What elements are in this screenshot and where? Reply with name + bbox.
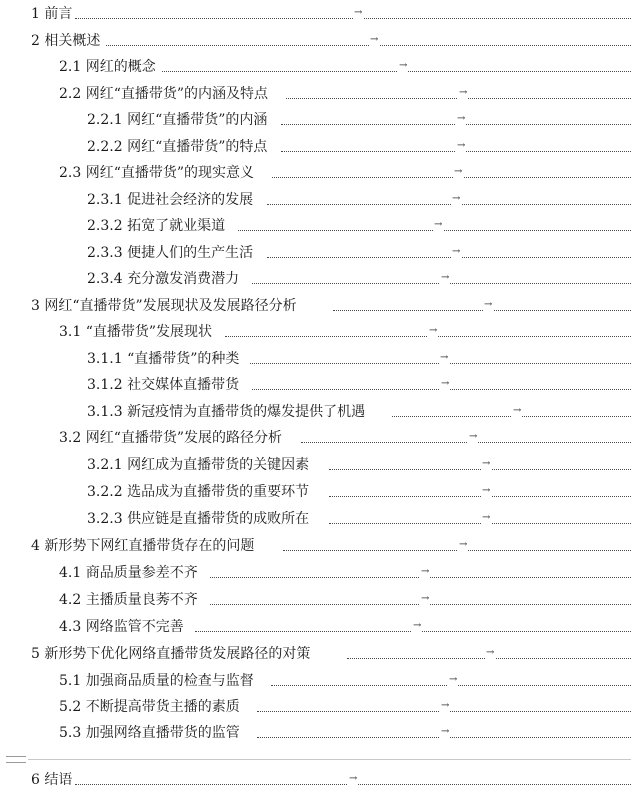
toc-entry-2-2-2[interactable] [0, 137, 633, 157]
tab-arrow-icon: → [370, 34, 379, 45]
toc-entry-label: 3.2 网红“直播带货”发展的路径分析 [59, 430, 283, 446]
toc-entry-label: 5.3 加强网络直播带货的监管 [59, 725, 240, 741]
toc-entry-6[interactable] [0, 770, 633, 790]
toc-entry-3-1-1[interactable] [0, 349, 633, 369]
toc-entry-label: 2.2 网红“直播带货”的内涵及特点 [59, 86, 269, 102]
tab-arrow-icon: → [459, 539, 468, 550]
toc-entry-5[interactable] [0, 644, 633, 664]
toc-entry-label: 2.2.2 网红“直播带货”的特点 [87, 139, 268, 155]
tab-arrow-icon: → [440, 352, 449, 363]
toc-entry-4-3[interactable] [0, 617, 633, 637]
tab-arrow-icon: → [441, 700, 450, 711]
dot-leader [267, 257, 631, 258]
tab-arrow-icon: → [399, 60, 408, 71]
toc-entry-2[interactable] [0, 31, 633, 51]
toc-entry-label: 2.3.3 便捷人们的生产生活 [87, 245, 254, 261]
tab-arrow-icon: → [429, 325, 438, 336]
tab-arrow-icon: → [452, 246, 461, 257]
toc-entry-1[interactable] [0, 4, 633, 24]
tab-arrow-icon: → [452, 193, 461, 204]
toc-entry-label: 6 结语 [31, 772, 73, 788]
tab-arrow-icon: → [486, 647, 495, 658]
tab-arrow-icon: → [457, 140, 466, 151]
toc-entry-label: 3.1.2 社交媒体直播带货 [87, 377, 240, 393]
toc-entry-3-2-1[interactable] [0, 455, 633, 475]
tab-arrow-icon: → [421, 566, 430, 577]
toc-entry-3-1-3[interactable] [0, 402, 633, 422]
toc-entry-4-2[interactable] [0, 590, 633, 610]
toc-entry-label: 4.2 主播质量良莠不齐 [59, 592, 198, 608]
dot-leader [267, 204, 631, 205]
toc-entry-label: 3.2.2 选品成为直播带货的重要环节 [87, 484, 310, 500]
tab-arrow-icon: → [449, 674, 458, 685]
tab-arrow-icon: → [421, 593, 430, 604]
tab-arrow-icon: → [457, 113, 466, 124]
dot-leader [162, 71, 631, 72]
dot-leader [329, 523, 631, 524]
tab-arrow-icon: → [482, 485, 491, 496]
toc-entry-label: 5.1 加强商品质量的检查与监督 [59, 673, 254, 689]
toc-entry-label: 4 新形势下网红直播带货存在的问题 [31, 538, 255, 554]
tab-arrow-icon: → [349, 773, 358, 784]
toc-entry-label: 3.2.1 网红成为直播带货的关键因素 [87, 457, 310, 473]
tab-arrow-icon: → [484, 299, 493, 310]
tab-arrow-icon: → [469, 431, 478, 442]
toc-entry-2-1[interactable] [0, 57, 633, 77]
toc-entry-label: 2 相关概述 [31, 33, 101, 49]
toc-entry-label: 3.1.1 “直播带货”的种类 [87, 351, 240, 367]
toc-entry-4[interactable] [0, 536, 633, 556]
toc-entry-3-2-3[interactable] [0, 509, 633, 529]
toc-entry-label: 2.3 网红“直播带货”的现实意义 [59, 165, 255, 181]
toc-entry-2-2[interactable] [0, 84, 633, 104]
toc-entry-2-3-2[interactable] [0, 216, 633, 236]
tab-arrow-icon: → [354, 7, 363, 18]
toc-entry-label: 5.2 不断提高带货主播的素质 [59, 699, 240, 715]
dot-leader [329, 469, 631, 470]
toc-entry-label: 2.1 网红的概念 [59, 59, 156, 75]
toc-entry-3-1[interactable] [0, 322, 633, 342]
tab-arrow-icon: → [482, 458, 491, 469]
toc-entry-label: 3.1 “直播带货”发展现状 [59, 324, 213, 340]
dot-leader [333, 310, 631, 311]
tab-arrow-icon: → [441, 726, 450, 737]
toc-entry-label: 2.3.2 拓宽了就业渠道 [87, 218, 226, 234]
toc-entry-5-1[interactable] [0, 671, 633, 691]
page-break-line [28, 759, 631, 760]
dot-leader [283, 550, 631, 551]
toc-entry-label: 2.3.4 充分激发消费潜力 [87, 271, 240, 287]
toc-entry-label: 4.1 商品质量参差不齐 [59, 565, 198, 581]
tab-arrow-icon: → [454, 166, 463, 177]
toc-entry-2-2-1[interactable] [0, 110, 633, 130]
tab-arrow-icon: → [434, 219, 443, 230]
toc-entry-label: 3.1.3 新冠疫情为直播带货的爆发提供了机遇 [87, 404, 366, 420]
toc-entry-5-2[interactable] [0, 697, 633, 717]
toc-entry-3[interactable] [0, 296, 633, 316]
toc-entry-label: 2.3.1 促进社会经济的发展 [87, 192, 254, 208]
dot-leader [329, 496, 631, 497]
toc-entry-label: 4.3 网络监管不完善 [59, 619, 184, 635]
tab-arrow-icon: → [441, 272, 450, 283]
toc-entry-label: 1 前言 [31, 6, 73, 22]
toc-entry-3-2[interactable] [0, 428, 633, 448]
toc-entry-4-1[interactable] [0, 563, 633, 583]
tab-arrow-icon: → [413, 620, 422, 631]
toc-entry-2-3-4[interactable] [0, 269, 633, 289]
toc-entry-2-3-1[interactable] [0, 190, 633, 210]
toc-entry-2-3-3[interactable] [0, 243, 633, 263]
toc-entry-label: 5 新形势下优化网络直播带货发展路径的对策 [31, 646, 311, 662]
dot-leader [272, 177, 631, 178]
toc-entry-3-2-2[interactable] [0, 482, 633, 502]
tab-arrow-icon: → [441, 378, 450, 389]
toc-entry-label: 3 网红“直播带货”发展现状及发展路径分析 [31, 298, 297, 314]
page-break-separator [0, 756, 633, 764]
page-break-marker-icon [6, 756, 26, 763]
toc-entry-3-1-2[interactable] [0, 375, 633, 395]
tab-arrow-icon: → [459, 87, 468, 98]
toc-entry-label: 3.2.3 供应链是直播带货的成败所在 [87, 511, 310, 527]
tab-arrow-icon: → [513, 405, 522, 416]
toc-entry-label: 2.2.1 网红“直播带货”的内涵 [87, 112, 268, 128]
toc-entry-2-3[interactable] [0, 163, 633, 183]
dot-leader [301, 442, 631, 443]
tab-arrow-icon: → [482, 512, 491, 523]
toc-entry-5-3[interactable] [0, 723, 633, 743]
